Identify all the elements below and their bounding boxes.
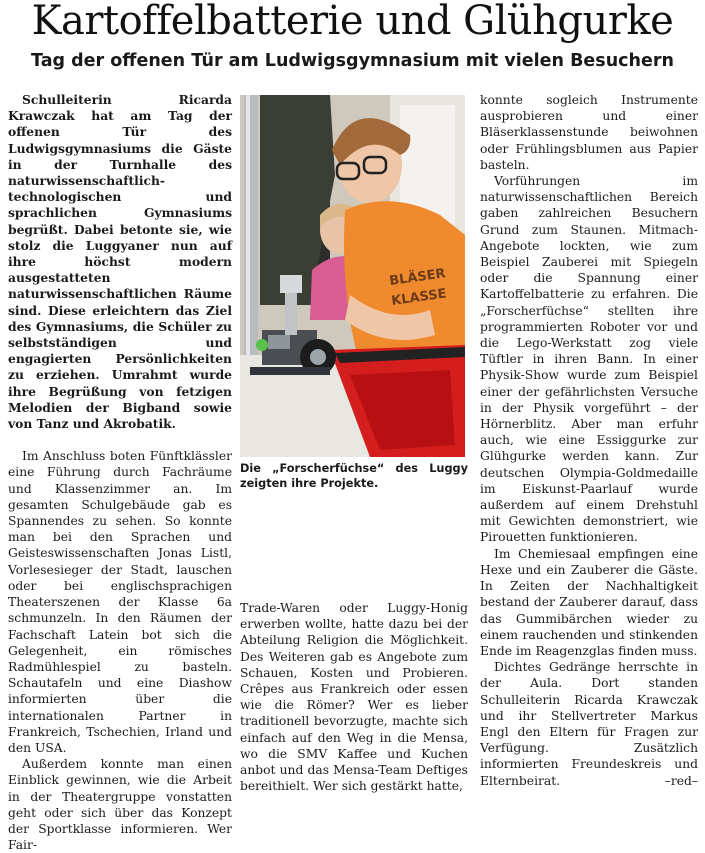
subheadline: Tag der offenen Tür am Ludwigsgymnasium mit vielen Besuchern	[31, 51, 674, 71]
column-1	[8, 92, 232, 853]
headline: Kartoffelbatterie und Glühgurke	[31, 0, 674, 44]
final-paragraph-text: Dichtes Gedränge herrschte in der Aula. Dort standen Schulleiterin Ricarda Krawczak und ihr Stellvertreter Markus Engl den Eltern für Fragen zur Verfügung. Zusätzlich informierten Freundeskreis und Elternbeirat.	[480, 660, 698, 788]
signoff: –red–	[664, 773, 698, 788]
body-paragraph: konnte sogleich Instrumente ausprobieren und einer Bläserklassenstunde beiwohnen oder Frühlingsblumen aus Papier basteln.	[480, 93, 698, 172]
lead-paragraph: Schulleiterin Ricarda Krawczak hat am Tag der offenen Tür des Ludwigsgymnasiums die Gäste in der Turnhalle des naturwissenschaftlich-technologischen und sprachlichen Gymnasiums begrüßt. Dabei betonte sie, wie stolz die Luggyaner nun auf ihre höchst modern ausgestatteten naturwissenschaftlichen Räume sind. Diese erleichtern das Ziel des Gymnasiums, die Schüler zu selbstständigen und engagierten Persönlichkeiten zu erziehen. Umrahmt wurde ihre Begrüßung von fetzigen Melodien der Bigband sowie von Tanz und Akrobatik.	[8, 92, 232, 432]
photo-caption: Die „Forscherfüchse“ des Luggy zeigten ihre Projekte.	[240, 462, 468, 490]
body-paragraph	[480, 659, 698, 789]
column-2	[240, 600, 468, 794]
shirt-text-2: KLASSE	[390, 286, 448, 309]
column-3	[480, 92, 698, 789]
photo-illustration	[240, 95, 465, 457]
article-photo	[240, 95, 465, 457]
shirt-text-1: BLÄSER	[388, 266, 447, 289]
body-paragraph: Im Chemiesaal empfingen eine Hexe und ein Zauberer die Gäste. In Zeiten der Nachhaltigkeit bestand der Zauberer darauf, dass das Gummibärchen wieder zu einem rauchenden und stinkenden Ende im Reagenzglas finden muss.	[480, 546, 698, 658]
body-paragraph: Außerdem konnte man einen Einblick gewinnen, wie die Arbeit in der Theatergruppe vonstatten geht oder sich über das Konzept der Sportklasse informieren. Wer Fair-	[8, 757, 232, 853]
body-paragraph: Im Anschluss boten Fünftklässler eine Führung durch Fachräume und Klassenzimmer an. Im gesamten Schulgebäude gab es Spannendes zu sehen. So konnte man bei den Sprachen und Geisteswissenschaften Jonas Listl, Vorlesesieger der Stadt, lauschen oder bei englischsprachigen Theaterszenen der Klasse 6a schmunzeln. In den Räumen der Fachschaft Latein bot sich die Gelegenheit, ein römisches Radmühlespiel zu basteln. Schautafeln und eine Diashow informierten über die internationalen Partner in Frankreich, Tschechien, Irland und den USA.	[8, 449, 232, 755]
body-paragraph: Trade-Waren oder Luggy-Honig erwerben wollte, hatte dazu bei der Abteilung Religion die Möglichkeit. Des Weiteren gab es Angebote zum Schauen, Kosten und Probieren. Crêpes aus Frankreich oder essen wie die Römer? Wer es lieber traditionell bevorzugte, machte sich einfach auf den Weg in die Mensa, wo die SMV Kaffee und Kuchen anbot und das Mensa-Team Deftiges bereithielt. Wer sich gestärkt hatte,	[240, 601, 468, 794]
body-paragraph: Vorführungen im naturwissenschaftlichen Bereich gaben zahlreichen Besuchern Grund zum Staunen. Mitmach-Angebote lockten, wie zum Beispiel Zauberei mit Spiegeln oder die Spannung einer Kartoffelbatterie zu erfahren. Die „Forscherfüchse“ stellten ihre programmierten Roboter vor und die Lego-Werkstatt zog viele Tüftler in ihren Bann. In einer Physik-Show wurde zum Beispiel einer der gefährlichsten Versuche in der Physik vorgeführt – der Hörnerblitz. Aber man erfuhr auch, wie eine Essiggurke zur Glühgurke werden kann. Zur deutschen Olympia-Goldmedaille im Eiskunst-Paarlauf wurde außerdem auf einem Drehstuhl mit Gewichten demonstriert, wie Pirouetten funktionieren.	[480, 174, 698, 545]
